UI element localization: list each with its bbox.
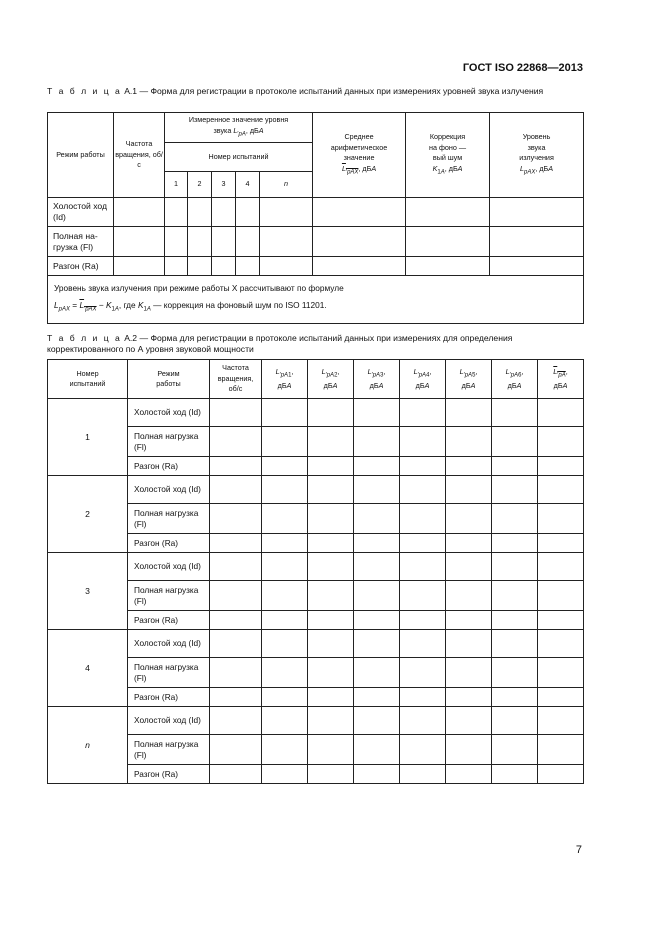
t2-empty-cell xyxy=(210,735,262,765)
t2-empty-cell xyxy=(446,688,492,707)
t2-empty-cell xyxy=(354,630,400,658)
t2-empty-cell xyxy=(210,611,262,630)
t2-empty-cell xyxy=(538,476,584,504)
t2-h-lpa5: $L_{'pA5}$, дБА xyxy=(446,360,492,399)
t2-empty-cell xyxy=(262,765,308,784)
t2-empty-cell xyxy=(308,427,354,457)
t2-empty-cell xyxy=(400,553,446,581)
t2-h-lpa2: $L_{'pA2}$, дБА xyxy=(308,360,354,399)
t2-empty-cell xyxy=(400,707,446,735)
t1-h-corr: Коррекция на фоно — вый шум $K_{1A}$, дБА xyxy=(406,113,490,198)
t2-empty-cell xyxy=(262,476,308,504)
t2-empty-cell xyxy=(262,688,308,707)
t2-mode-label: Холостой ход (Id) xyxy=(128,553,210,581)
t2-mode-label: Разгон (Ra) xyxy=(128,457,210,476)
t2-empty-cell xyxy=(308,534,354,553)
t2-empty-cell xyxy=(446,476,492,504)
t2-mode-label: Полная нагрузка (Fl) xyxy=(128,658,210,688)
t2-group-number: 1 xyxy=(48,399,128,476)
t2-empty-cell xyxy=(492,476,538,504)
t2-empty-cell xyxy=(400,630,446,658)
t2-empty-cell xyxy=(400,504,446,534)
t2-empty-cell xyxy=(538,504,584,534)
t2-empty-cell xyxy=(400,611,446,630)
t1-h-freq: Частота вращения, об/с xyxy=(114,113,165,198)
t2-empty-cell xyxy=(446,765,492,784)
t1-test-col: 2 xyxy=(188,172,212,198)
t1-h-testno: Номер испытаний xyxy=(165,143,313,172)
t1-note-line1: Уровень звука излучения при режиме работы X рассчитывают по формуле xyxy=(54,283,344,293)
t2-empty-cell xyxy=(354,735,400,765)
t2-empty-cell xyxy=(210,688,262,707)
t2-empty-cell xyxy=(262,553,308,581)
table-row xyxy=(48,399,584,427)
t2-empty-cell xyxy=(210,534,262,553)
t2-empty-cell xyxy=(492,765,538,784)
t1-h-mean: Среднее арифметическое значение $L_{'pAX}$, дБА xyxy=(313,113,406,198)
t1-note xyxy=(48,276,584,324)
t2-empty-cell xyxy=(492,399,538,427)
t2-empty-cell xyxy=(446,630,492,658)
t2-mode-label: Разгон (Ra) xyxy=(128,611,210,630)
t2-mode-label: Разгон (Ra) xyxy=(128,765,210,784)
t1-row-label: Холостой ход (Id) xyxy=(48,198,114,227)
t2-group-number: 2 xyxy=(48,476,128,553)
t2-empty-cell xyxy=(262,581,308,611)
t2-empty-cell xyxy=(446,457,492,476)
t2-empty-cell xyxy=(446,534,492,553)
table-row xyxy=(48,427,584,457)
t2-empty-cell xyxy=(492,611,538,630)
table-row xyxy=(48,457,584,476)
t2-empty-cell xyxy=(446,553,492,581)
t2-empty-cell xyxy=(400,427,446,457)
t2-empty-cell xyxy=(210,707,262,735)
t2-group-number: 3 xyxy=(48,553,128,630)
t2-empty-cell xyxy=(354,427,400,457)
t1-row-label: Полная нагрузка (Fl) xyxy=(48,227,114,257)
t2-empty-cell xyxy=(262,427,308,457)
t2-h-freq: Частота вращения, об/с xyxy=(210,360,262,399)
t2-mode-label: Холостой ход (Id) xyxy=(128,399,210,427)
t2-empty-cell xyxy=(538,553,584,581)
t2-empty-cell xyxy=(400,581,446,611)
t2-empty-cell xyxy=(492,630,538,658)
t2-empty-cell xyxy=(354,658,400,688)
t2-h-lpa-mean: $L_{'pA}$, дБА xyxy=(538,360,584,399)
t2-empty-cell xyxy=(538,630,584,658)
t2-group-number: 4 xyxy=(48,630,128,707)
t2-empty-cell xyxy=(354,476,400,504)
t2-empty-cell xyxy=(446,707,492,735)
t2-empty-cell xyxy=(492,534,538,553)
t2-empty-cell xyxy=(400,765,446,784)
t2-mode-label: Полная нагрузка (Fl) xyxy=(128,735,210,765)
t2-empty-cell xyxy=(354,534,400,553)
t2-h-lpa1: $L_{'pA1}$, дБА xyxy=(262,360,308,399)
t1-h-mode: Режим работы xyxy=(48,113,114,198)
t2-empty-cell xyxy=(538,399,584,427)
t2-empty-cell xyxy=(210,581,262,611)
t2-empty-cell xyxy=(210,765,262,784)
t2-empty-cell xyxy=(262,658,308,688)
t2-empty-cell xyxy=(492,688,538,707)
t2-h-mode: Режим работы xyxy=(128,360,210,399)
t2-mode-label: Полная нагрузка (Fl) xyxy=(128,504,210,534)
t2-empty-cell xyxy=(538,427,584,457)
t2-empty-cell xyxy=(210,504,262,534)
t1-note-line2: $L_{pAX} = L_{'pAX} - K_{1A}$, где $K_{1A}$ — коррекция на фоновый шум по ISO 11201. xyxy=(54,300,327,313)
t1-test-col: 4 xyxy=(236,172,260,198)
t2-empty-cell xyxy=(308,581,354,611)
t2-empty-cell xyxy=(354,688,400,707)
t2-empty-cell xyxy=(492,457,538,476)
t2-mode-label: Холостой ход (Id) xyxy=(128,476,210,504)
table-row xyxy=(48,658,584,688)
t2-empty-cell xyxy=(308,707,354,735)
caption-prefix: Т а б л и ц а xyxy=(47,333,122,343)
t2-empty-cell xyxy=(210,476,262,504)
t2-empty-cell xyxy=(538,581,584,611)
table-row xyxy=(48,735,584,765)
t2-empty-cell xyxy=(400,688,446,707)
table-a2 xyxy=(47,359,584,784)
t2-empty-cell xyxy=(446,735,492,765)
t2-empty-cell xyxy=(262,504,308,534)
t2-empty-cell xyxy=(210,553,262,581)
t2-empty-cell xyxy=(308,457,354,476)
table-row xyxy=(48,707,584,735)
t2-empty-cell xyxy=(354,553,400,581)
t2-h-testno: Номер испытаний xyxy=(48,360,128,399)
t1-test-col: n xyxy=(260,172,313,198)
t2-empty-cell xyxy=(492,427,538,457)
t2-empty-cell xyxy=(492,735,538,765)
t2-empty-cell xyxy=(446,504,492,534)
t2-h-lpa6: $L_{'pA6}$, дБА xyxy=(492,360,538,399)
t2-mode-label: Разгон (Ra) xyxy=(128,688,210,707)
caption-text: А.2 — Форма для регистрации в протоколе испытаний данных при измерениях для определения корректированного по А уровня звуковой мощности xyxy=(47,333,513,354)
t2-empty-cell xyxy=(308,735,354,765)
table-row xyxy=(48,553,584,581)
t2-empty-cell xyxy=(446,611,492,630)
t2-empty-cell xyxy=(262,630,308,658)
t2-empty-cell xyxy=(308,476,354,504)
t2-empty-cell xyxy=(538,707,584,735)
t2-empty-cell xyxy=(262,457,308,476)
t2-empty-cell xyxy=(210,457,262,476)
t1-row-label: Разгон (Ra) xyxy=(48,257,114,276)
t2-empty-cell xyxy=(538,688,584,707)
table-row xyxy=(48,581,584,611)
t2-empty-cell xyxy=(308,765,354,784)
t2-empty-cell xyxy=(308,658,354,688)
t2-empty-cell xyxy=(354,765,400,784)
t2-empty-cell xyxy=(354,399,400,427)
table2-caption xyxy=(47,333,582,355)
t2-empty-cell xyxy=(400,476,446,504)
table-row xyxy=(48,688,584,707)
t2-empty-cell xyxy=(308,688,354,707)
t2-empty-cell xyxy=(262,534,308,553)
t2-empty-cell xyxy=(492,658,538,688)
table-row xyxy=(48,534,584,553)
t1-h-measured: Измеренное значение уровня звука $L_{'pA}$, дБА xyxy=(165,113,313,143)
t2-empty-cell xyxy=(210,399,262,427)
t2-empty-cell xyxy=(262,399,308,427)
t2-empty-cell xyxy=(210,427,262,457)
t2-group-number: n xyxy=(48,707,128,784)
t2-empty-cell xyxy=(308,399,354,427)
caption-prefix: Т а б л и ц а xyxy=(47,86,122,96)
t2-empty-cell xyxy=(538,534,584,553)
table1-caption xyxy=(47,86,582,97)
t2-mode-label: Холостой ход (Id) xyxy=(128,707,210,735)
t2-empty-cell xyxy=(308,611,354,630)
t2-empty-cell xyxy=(400,735,446,765)
t2-empty-cell xyxy=(308,630,354,658)
t2-empty-cell xyxy=(538,765,584,784)
table-row xyxy=(48,611,584,630)
t2-empty-cell xyxy=(538,735,584,765)
t1-test-col: 3 xyxy=(212,172,236,198)
t2-empty-cell xyxy=(262,707,308,735)
t2-empty-cell xyxy=(400,457,446,476)
table-row xyxy=(48,630,584,658)
t2-empty-cell xyxy=(354,707,400,735)
t2-mode-label: Полная нагрузка (Fl) xyxy=(128,581,210,611)
table-row xyxy=(48,765,584,784)
t2-empty-cell xyxy=(446,399,492,427)
table-a1 xyxy=(47,112,584,324)
page-number: 7 xyxy=(575,844,582,856)
t2-empty-cell xyxy=(446,581,492,611)
standard-code: ГОСТ ISO 22868—2013 xyxy=(462,62,583,74)
t2-empty-cell xyxy=(400,399,446,427)
t2-empty-cell xyxy=(538,658,584,688)
t1-h-level: Уровень звука излучения $L_{pAX}$, дБА xyxy=(490,113,584,198)
t2-empty-cell xyxy=(308,553,354,581)
table-row xyxy=(48,504,584,534)
t2-empty-cell xyxy=(210,630,262,658)
t2-empty-cell xyxy=(492,707,538,735)
t2-empty-cell xyxy=(354,581,400,611)
t2-empty-cell xyxy=(210,658,262,688)
caption-text: А.1 — Форма для регистрации в протоколе испытаний данных при измерениях уровней звука излучения xyxy=(124,86,544,96)
t2-h-lpa4: $L_{'pA4}$, дБА xyxy=(400,360,446,399)
t2-empty-cell xyxy=(262,611,308,630)
table-row xyxy=(48,476,584,504)
t2-empty-cell xyxy=(492,581,538,611)
t1-test-col: 1 xyxy=(165,172,188,198)
t2-mode-label: Разгон (Ra) xyxy=(128,534,210,553)
t2-empty-cell xyxy=(492,553,538,581)
t2-empty-cell xyxy=(354,611,400,630)
t2-empty-cell xyxy=(308,504,354,534)
t2-empty-cell xyxy=(446,658,492,688)
t2-empty-cell xyxy=(446,427,492,457)
t2-mode-label: Холостой ход (Id) xyxy=(128,630,210,658)
t2-empty-cell xyxy=(400,534,446,553)
t2-empty-cell xyxy=(492,504,538,534)
t2-empty-cell xyxy=(354,457,400,476)
t2-empty-cell xyxy=(538,457,584,476)
t2-empty-cell xyxy=(538,611,584,630)
t2-mode-label: Полная нагрузка (Fl) xyxy=(128,427,210,457)
t2-empty-cell xyxy=(400,658,446,688)
t2-empty-cell xyxy=(262,735,308,765)
t2-empty-cell xyxy=(354,504,400,534)
t2-h-lpa3: $L_{'pA3}$, дБА xyxy=(354,360,400,399)
